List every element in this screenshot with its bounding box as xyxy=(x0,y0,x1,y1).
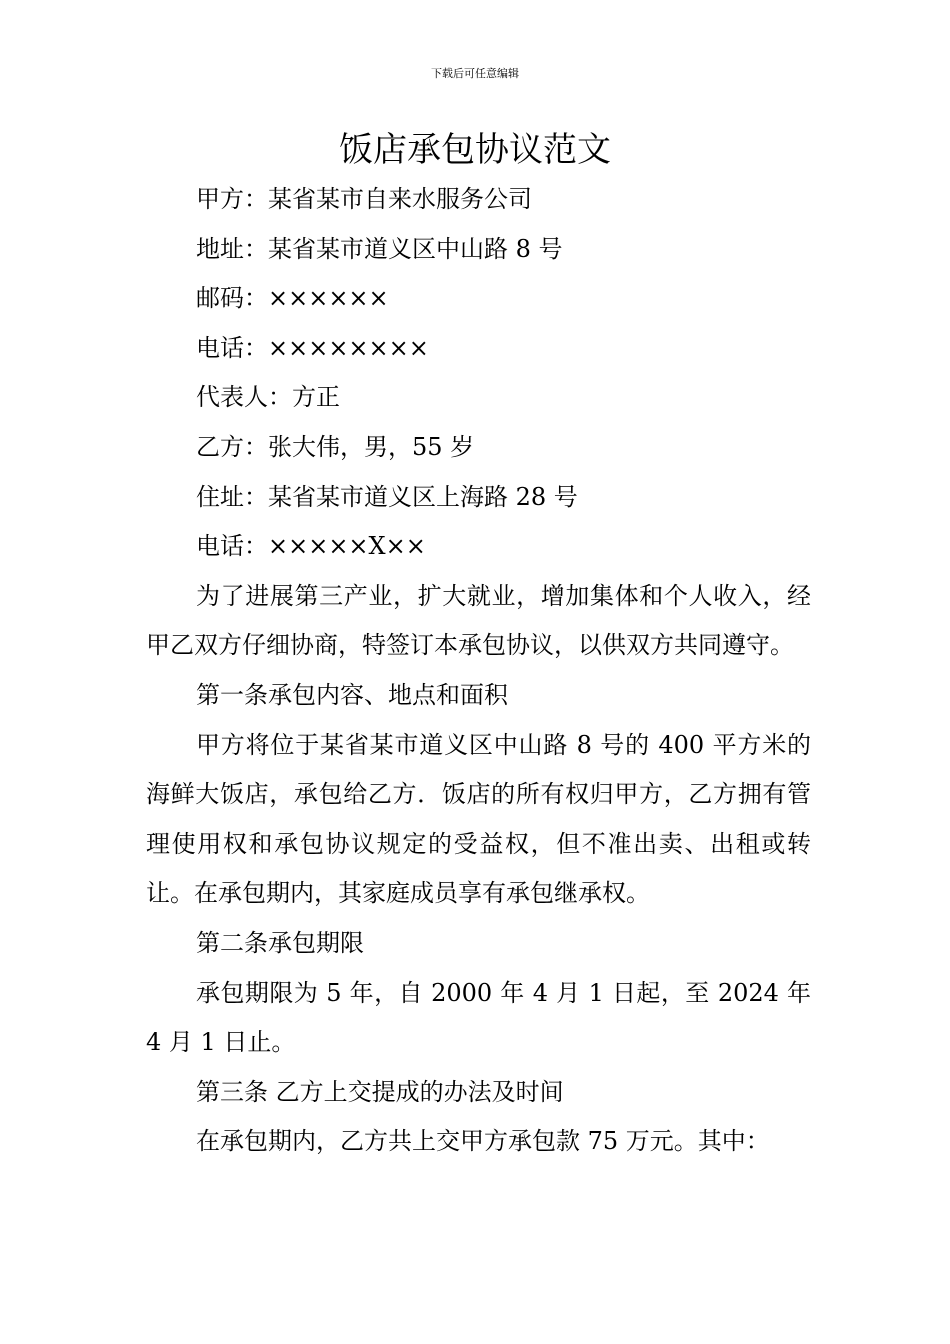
article-3-heading: 第三条 乙方上交提成的办法及时间 xyxy=(196,1077,564,1106)
article-2-body: 承包期限为 5 年，自 2000 年 4 月 1 日起，至 2024 年 4 月 1 日止。 xyxy=(146,978,811,1057)
document-title: 饭店承包协议范文 xyxy=(339,130,611,170)
intro-paragraph: 为了进展第三产业，扩大就业，增加集体和个人收入，经甲乙双方仔细协商，特签订本承包协议，以供双方共同遵守。 xyxy=(146,581,811,660)
header-note: 下载后可任意编辑 xyxy=(431,67,519,80)
article-3-body: 在承包期内，乙方共上交甲方承包款 75 万元。其中： xyxy=(196,1127,770,1156)
party-a-name: 甲方：某省某市自来水服务公司 xyxy=(196,185,532,213)
article-1-body: 甲方将位于某省某市道义区中山路 8 号的 400 平方米的海鲜大饭店，承包给乙方．饭店的所有权归甲方，乙方拥有管理使用权和承包协议规定的受益权，但不准出卖、出租或转让。在承包期内，其家庭成员享有承包继承权。 xyxy=(146,730,811,908)
article-2-heading: 第二条承包期限 xyxy=(196,928,364,957)
party-a-postcode: 邮码：×××××× xyxy=(196,284,389,313)
party-a-address: 地址：某省某市道义区中山路 8 号 xyxy=(196,234,563,263)
party-b-address: 住址：某省某市道义区上海路 28 号 xyxy=(196,482,578,511)
article-1-heading: 第一条承包内容、地点和面积 xyxy=(196,680,508,709)
party-a-representative: 代表人：方正 xyxy=(196,383,340,412)
party-b-phone: 电话：×××××X×× xyxy=(196,532,426,561)
party-a-phone: 电话：×××××××× xyxy=(196,333,429,362)
party-b-name: 乙方：张大伟，男，55 岁 xyxy=(196,432,475,461)
document-body xyxy=(146,175,811,1167)
